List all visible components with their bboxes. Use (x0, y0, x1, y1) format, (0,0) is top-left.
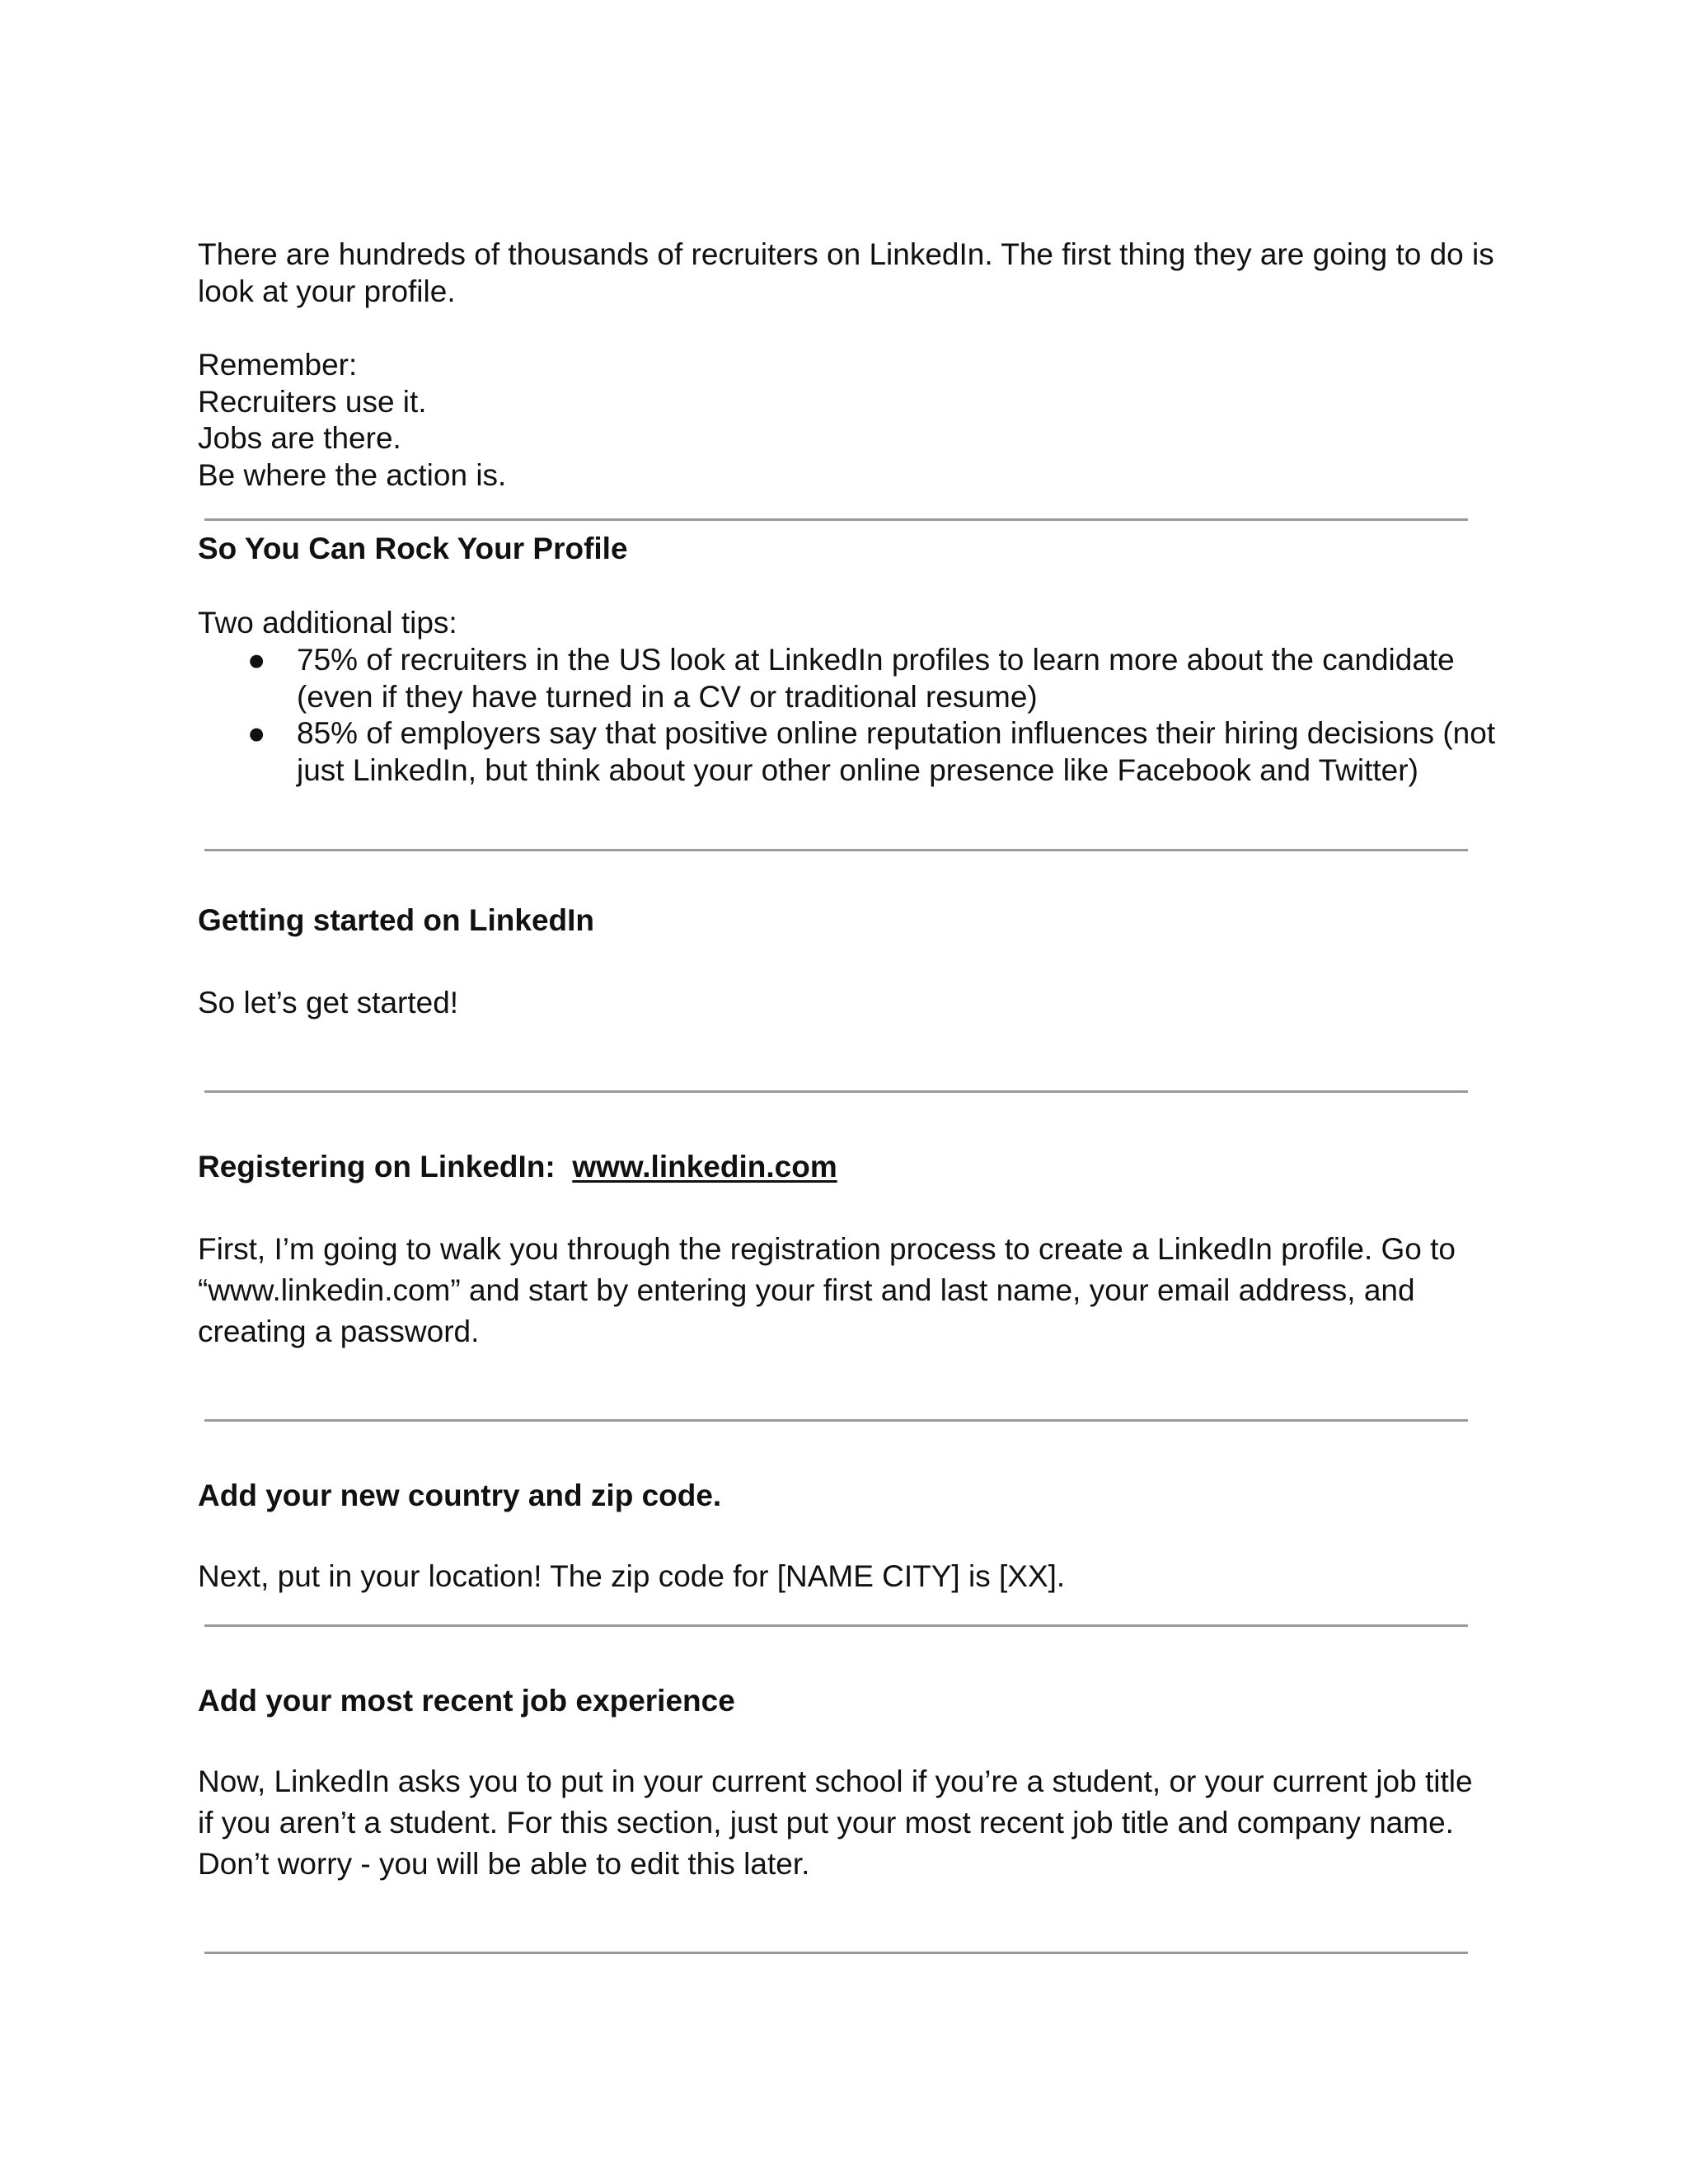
tip-line: 85% of employers say that positive online reputation influences their hiring decisions (not (297, 716, 1496, 750)
remember-item: Recruiters use it. (198, 385, 427, 419)
getting-started-body: So let’s get started! (198, 986, 459, 1019)
bullet-icon: ● (247, 716, 266, 750)
divider (204, 1090, 1468, 1093)
registering-line: First, I’m going to walk you through the registration process to create a LinkedIn profile. Go to (198, 1232, 1456, 1266)
section-title-getting-started: Getting started on LinkedIn (198, 903, 595, 937)
section-title-job-experience: Add your most recent job experience (198, 1684, 735, 1718)
job-experience-line: Now, LinkedIn asks you to put in your current school if you’re a student, or your current job title (198, 1765, 1473, 1798)
section-title-registering (198, 1149, 837, 1185)
registering-line: creating a password. (198, 1315, 480, 1348)
bullet-icon: ● (247, 643, 266, 677)
linkedin-link[interactable]: www.linkedin.com (572, 1150, 837, 1183)
tips-lead: Two additional tips: (198, 606, 457, 640)
intro-line-2: look at your profile. (198, 274, 456, 308)
registering-line: “www.linkedin.com” and start by entering your first and last name, your email address, and (198, 1273, 1415, 1307)
remember-item: Jobs are there. (198, 421, 401, 455)
tip-line: 75% of recruiters in the US look at LinkedIn profiles to learn more about the candidate (297, 643, 1455, 677)
divider (204, 1952, 1468, 1954)
job-experience-line: if you aren’t a student. For this section, just put your most recent job title and company name. (198, 1806, 1454, 1840)
section-title-country-zip: Add your new country and zip code. (198, 1479, 722, 1512)
job-experience-line: Don’t worry - you will be able to edit this later. (198, 1847, 810, 1881)
tip-line: (even if they have turned in a CV or traditional resume) (297, 680, 1038, 714)
divider (204, 1624, 1468, 1627)
divider (204, 518, 1468, 521)
section-title-rock-profile: So You Can Rock Your Profile (198, 532, 628, 565)
intro-line-1: There are hundreds of thousands of recruiters on LinkedIn. The first thing they are going to do is (198, 237, 1494, 271)
registering-title-text: Registering on LinkedIn: (198, 1150, 556, 1183)
divider (204, 1419, 1468, 1422)
remember-item: Be where the action is. (198, 458, 507, 492)
country-zip-body: Next, put in your location! The zip code for [NAME CITY] is [XX]. (198, 1559, 1066, 1593)
remember-heading: Remember: (198, 348, 358, 382)
divider (204, 849, 1468, 851)
tip-line: just LinkedIn, but think about your other online presence like Facebook and Twitter) (297, 753, 1418, 787)
